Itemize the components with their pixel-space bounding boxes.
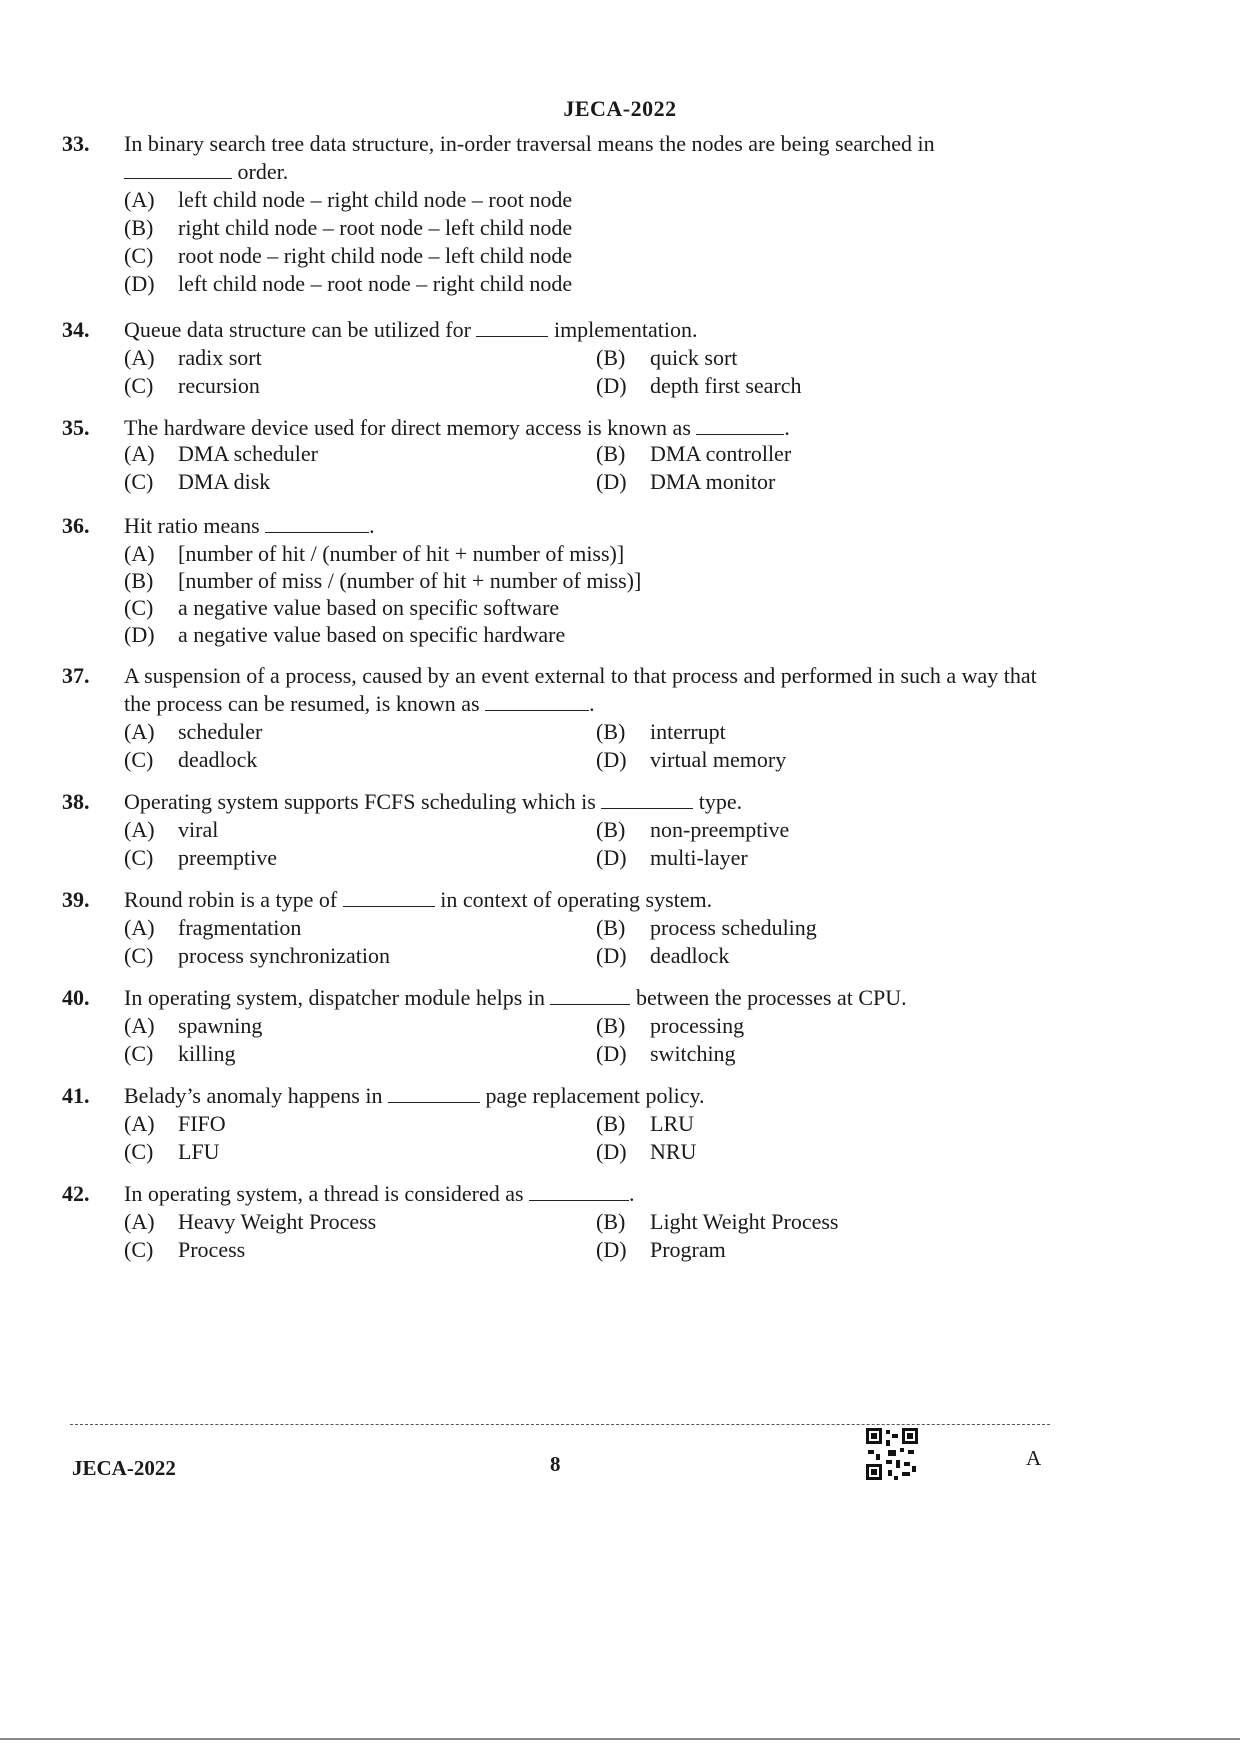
option-d: (D) a negative value based on specific hardware bbox=[124, 622, 566, 647]
answer-blank bbox=[601, 790, 693, 809]
page-number: 8 bbox=[550, 1452, 561, 1476]
question-number: 33. bbox=[62, 131, 90, 156]
option-b: (B) processing bbox=[596, 1013, 745, 1038]
option-c: (C) Process bbox=[124, 1237, 246, 1262]
footer-divider bbox=[70, 1424, 1050, 1425]
question-38: 38. Operating system supports FCFS scheduling which is type. bbox=[62, 789, 743, 814]
question-text: In binary search tree data structure, in-order traversal means the nodes are being searched in order. bbox=[124, 131, 935, 184]
option-a: (A) scheduler bbox=[124, 719, 263, 744]
question-41: 41. Belady’s anomaly happens in page replacement policy. bbox=[62, 1083, 705, 1108]
answer-blank bbox=[529, 1182, 629, 1201]
option-b: (B) Light Weight Process bbox=[596, 1209, 839, 1234]
question-40: 40. In operating system, dispatcher module helps in between the processes at CPU. bbox=[62, 985, 907, 1010]
question-number: 38. bbox=[62, 789, 90, 814]
footer-exam-code: JECA-2022 bbox=[72, 1456, 176, 1480]
option-c: (C) root node – right child node – left child node bbox=[124, 243, 573, 268]
question-number: 42. bbox=[62, 1181, 90, 1206]
answer-blank bbox=[485, 692, 589, 711]
option-a: (A) left child node – right child node – root node bbox=[124, 187, 573, 212]
question-number: 40. bbox=[62, 985, 90, 1010]
option-d: (D) left child node – root node – right child node bbox=[124, 271, 573, 296]
option-d: (D) switching bbox=[596, 1041, 736, 1066]
option-d: (D) deadlock bbox=[596, 943, 730, 968]
option-c: (C) LFU bbox=[124, 1139, 220, 1164]
question-36: 36. Hit ratio means . bbox=[62, 513, 375, 538]
question-number: 35. bbox=[62, 415, 90, 440]
question-37: 37. A suspension of a process, caused by an event external to that process and performed in such a way that the process can be resumed, is known as . bbox=[62, 663, 1037, 716]
option-b: (B) process scheduling bbox=[596, 915, 817, 940]
option-b: (B) quick sort bbox=[596, 345, 738, 370]
option-b: (B) right child node – root node – left child node bbox=[124, 215, 573, 240]
option-d: (D) DMA monitor bbox=[596, 469, 776, 494]
option-c: (C) preemptive bbox=[124, 845, 277, 870]
qr-code-icon bbox=[864, 1426, 920, 1482]
option-a: (A) DMA scheduler bbox=[124, 441, 318, 466]
answer-blank bbox=[265, 514, 369, 533]
answer-blank bbox=[550, 986, 630, 1005]
option-a: (A) FIFO bbox=[124, 1111, 226, 1136]
option-b: (B) DMA controller bbox=[596, 441, 792, 466]
option-c: (C) a negative value based on specific software bbox=[124, 595, 560, 620]
question-number: 36. bbox=[62, 513, 90, 538]
option-a: (A) radix sort bbox=[124, 345, 262, 370]
option-d: (D) Program bbox=[596, 1237, 726, 1262]
answer-blank bbox=[388, 1084, 480, 1103]
option-d: (D) depth first search bbox=[596, 373, 802, 398]
option-d: (D) multi-layer bbox=[596, 845, 748, 870]
option-b: (B) interrupt bbox=[596, 719, 726, 744]
scan-edge-line bbox=[0, 1738, 1240, 1740]
question-number: 34. bbox=[62, 317, 90, 342]
question-35: 35. The hardware device used for direct memory access is known as . bbox=[62, 415, 790, 440]
booklet-series: A bbox=[1026, 1446, 1042, 1470]
answer-blank bbox=[124, 160, 232, 179]
option-b: (B) LRU bbox=[596, 1111, 694, 1136]
option-a: (A) Heavy Weight Process bbox=[124, 1209, 377, 1234]
option-a: (A) fragmentation bbox=[124, 915, 302, 940]
page-header-title: JECA-2022 bbox=[563, 96, 677, 121]
option-c: (C) DMA disk bbox=[124, 469, 271, 494]
option-b: (B) non-preemptive bbox=[596, 817, 790, 842]
option-b: (B) [number of miss / (number of hit + number of miss)] bbox=[124, 568, 642, 593]
option-c: (C) deadlock bbox=[124, 747, 258, 772]
option-c: (C) killing bbox=[124, 1041, 236, 1066]
option-a: (A) viral bbox=[124, 817, 219, 842]
question-number: 37. bbox=[62, 663, 90, 688]
answer-blank bbox=[696, 416, 784, 435]
option-a: (A) [number of hit / (number of hit + number of miss)] bbox=[124, 541, 625, 566]
question-33 bbox=[62, 130, 1062, 186]
question-34: 34. Queue data structure can be utilized for implementation. bbox=[62, 317, 698, 342]
option-a: (A) spawning bbox=[124, 1013, 263, 1038]
option-c: (C) recursion bbox=[124, 373, 260, 398]
option-d: (D) virtual memory bbox=[596, 747, 787, 772]
question-number: 41. bbox=[62, 1083, 90, 1108]
question-39: 39. Round robin is a type of in context of operating system. bbox=[62, 887, 713, 912]
question-number: 39. bbox=[62, 887, 90, 912]
option-d: (D) NRU bbox=[596, 1139, 697, 1164]
option-c: (C) process synchronization bbox=[124, 943, 390, 968]
question-42: 42. In operating system, a thread is considered as . bbox=[62, 1181, 635, 1206]
answer-blank bbox=[343, 888, 435, 907]
answer-blank bbox=[476, 318, 548, 337]
